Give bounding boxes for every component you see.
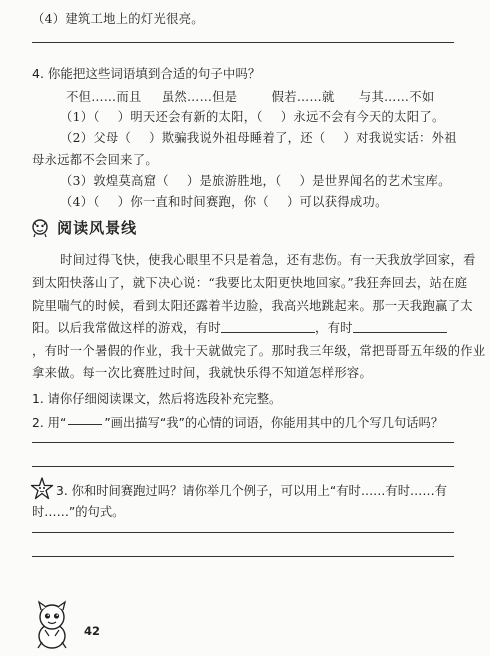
answer-line[interactable]: [32, 466, 454, 467]
q3-text-cont: 时……”的句式。: [32, 505, 125, 519]
section-header: [30, 217, 137, 238]
passage-line-2: 到太阳快落山了，就下决心说：“我要比太阳更快地回家。”我狂奔回去，站在庭: [32, 276, 468, 290]
starfish-icon: [30, 477, 54, 505]
passage-line-5: ，有时一个暑假的作业，我十天就做完了。那时我三年级，常把哥哥五年级的作业: [32, 344, 486, 358]
word-bank: [66, 87, 435, 105]
q2-text: 2. 用“ ”画出描写“我”的心情的词语，你能用其中的几个写几句话吗？: [32, 416, 444, 430]
q4-title: 4. 你能把这些词语填到合适的句子中吗？: [32, 66, 261, 81]
cat-mascot-icon: [30, 600, 74, 654]
passage-line-1: 时间过得飞快，使我心眼里不只是着急，还有悲伤。有一天我放学回家，看: [60, 253, 476, 267]
passage-line-6: 拿来做。每一次比赛胜过时间，我就快乐得不知道怎样形容。: [32, 366, 373, 380]
q4-sentence-1: （1）（ ）明天还会有新的太阳，（ ）永远不会有今天的太阳了。: [60, 110, 445, 124]
fill-blank-2[interactable]: [353, 322, 447, 333]
fill-blank-1[interactable]: [221, 322, 315, 333]
word-3: 假若……就: [271, 90, 335, 104]
q4-sentence-2: （2）父母（ ）欺骗我说外祖母睡着了，还（ ）对我说实话：外祖: [60, 131, 457, 145]
reading-mascot-icon: [30, 218, 50, 238]
word-4: 与其……不如: [358, 90, 435, 104]
q4-sentence-3: （3）敦煌莫高窟（ ）是旅游胜地，（ ）是世界闻名的艺术宝库。: [60, 174, 451, 188]
page-number: 42: [84, 624, 101, 638]
answer-line: [32, 42, 454, 43]
q1-text: 1. 请你仔细阅读课文，然后将选段补充完整。: [32, 392, 282, 406]
answer-line[interactable]: [32, 442, 454, 443]
question-top-line: （4）建筑工地上的灯光很亮。: [32, 12, 204, 26]
q4-sentence-4: （4）（ ）你一直和时间赛跑，你（ ）可以获得成功。: [60, 195, 388, 209]
answer-line[interactable]: [32, 556, 454, 557]
passage-line-3: 院里喘气的时候，看到太阳还露着半边脸，我高兴地跳起来。那一天我跑赢了太: [32, 299, 473, 313]
section-title: 阅读风景线: [57, 219, 138, 237]
q3-text: 3. 你和时间赛跑过吗？请你举几个例子，可以用上“有时……有时……有: [56, 484, 447, 498]
word-2: 虽然……但是: [161, 90, 238, 104]
passage-line-4: 阳。以后我常做这样的游戏，有时 ，有时: [32, 318, 447, 336]
q4-sentence-2-cont: 母永远都不会回来了。: [32, 153, 158, 167]
word-1: 不但……而且: [66, 90, 142, 104]
answer-line[interactable]: [32, 532, 454, 533]
underline-sample: [68, 416, 102, 425]
